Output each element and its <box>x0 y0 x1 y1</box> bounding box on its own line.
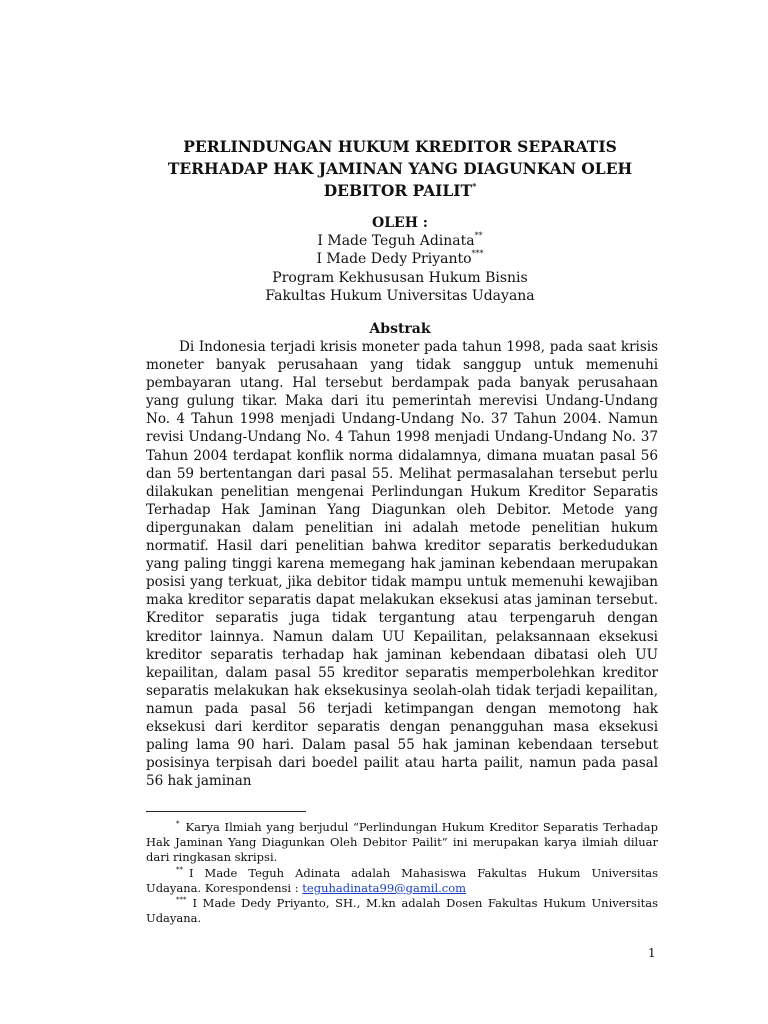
program-name: Program Kekhususan Hukum Bisnis <box>272 269 528 286</box>
author-2-marker: *** <box>471 249 484 259</box>
email-link[interactable]: teguhadinata99@gamil.com <box>302 880 467 895</box>
title-line-1: PERLINDUNGAN HUKUM KREDITOR SEPARATIS <box>183 137 617 156</box>
footnote-2 <box>146 866 658 896</box>
title-line-3 <box>140 180 660 202</box>
footnote-3-text: I Made Dedy Priyanto, SH., M.kn adalah Dosen Fakultas Hukum Universitas Udayana. <box>146 896 658 926</box>
abstract-heading: Abstrak <box>369 321 431 337</box>
abstract-text: Di Indonesia terjadi krisis moneter pada tahun 1998, pada saat krisis moneter banyak perusahaan yang tidak sanggup untuk memenuhi pembayaran utang. Hal tersebut berdampak pada banyak perusahaan yang gulung tikar. Maka dari itu pemerintah merevisi Undang-Undang No. 4 Tahun 1998 menjadi Undang-Undang No. 37 Tahun 2004. Namun revisi Undang-Undang No. 4 Tahun 1998 menjadi Undang-Undang No. 37 Tahun 2004 terdapat konflik norma didalamnya, dimana muatan pasal 56 dan 59 bertentangan dari pasal 55. Melihat permasalahan tersebut perlu dilakukan penelitian mengenai Perlindungan Hukum Kreditor Separatis Terhadap Hak Jaminan Yang Diagunkan oleh Debitor. Metode yang dipergunakan dalam penelitian ini adalah metode penelitian hukum normatif. Hasil dari penelitian bahwa kreditor separatis berkedudukan yang paling tinggi karena memegang hak jaminan kebendaan merupakan posisi yang terkuat, jika debitor tidak mampu untuk memenuhi kewajiban maka kreditor separatis dapat melakukan eksekusi atas jaminan tersebut. Kreditor separatis juga tidak tergantung atau terpengaruh dengan kreditor lainnya. Namun dalam UU Kepailitan, pelaksannaan eksekusi kreditor separatis terhadap hak jaminan kebendaan dibatasi oleh UU kepailitan, dalam pasal 55 kreditor separatis memperbolehkan kreditor separatis melakukan hak eksekusinya seolah-olah tidak terjadi kepailitan, namun pada pasal 56 terjadi ketimpangan dengan memotong hak eksekusi dari kerditor separatis dengan penangguhan masa eksekusi paling lama 90 hari. Dalam pasal 55 hak jaminan kebendaan tersebut posisinya terpisah dari boedel pailit atau harta pailit, namun pada pasal 56 hak jaminan <box>146 339 658 790</box>
page-number: 1 <box>648 946 656 960</box>
footnotes <box>146 820 658 926</box>
author-1-name: I Made Teguh Adinata <box>317 233 475 250</box>
footnote-3 <box>146 896 658 926</box>
author-2 <box>140 250 660 268</box>
author-block <box>140 214 660 305</box>
footnote-1 <box>146 820 658 866</box>
title-line-3-text: DEBITOR PAILIT <box>323 181 473 200</box>
author-1 <box>140 232 660 250</box>
footnote-divider <box>146 811 306 812</box>
title-footnote-marker: * <box>472 181 477 191</box>
author-1-marker: ** <box>474 231 483 241</box>
oleh-label: OLEH : <box>372 215 428 231</box>
paper-title <box>140 136 660 202</box>
footnote-1-text: Karya Ilmiah yang berjudul “Perlindungan Hukum Kreditor Separatis Terhadap Hak Jaminan Yang Diagunkan Oleh Debitor Pailit” ini merupakan karya ilmiah diluar dari ringkasan skripsi. <box>146 820 658 865</box>
title-line-2: TERHADAP HAK JAMINAN YANG DIAGUNKAN OLEH <box>167 159 633 178</box>
author-2-name: I Made Dedy Priyanto <box>316 251 472 268</box>
footnote-2-text: I Made Teguh Adinata adalah Mahasiswa Fakultas Hukum Universitas Udayana. Korespondensi : <box>146 865 658 895</box>
footnote-2-marker: ** <box>176 865 183 874</box>
faculty-name: Fakultas Hukum Universitas Udayana <box>265 287 535 304</box>
footnote-3-marker: *** <box>176 896 187 905</box>
footnote-1-marker: * <box>176 820 180 828</box>
